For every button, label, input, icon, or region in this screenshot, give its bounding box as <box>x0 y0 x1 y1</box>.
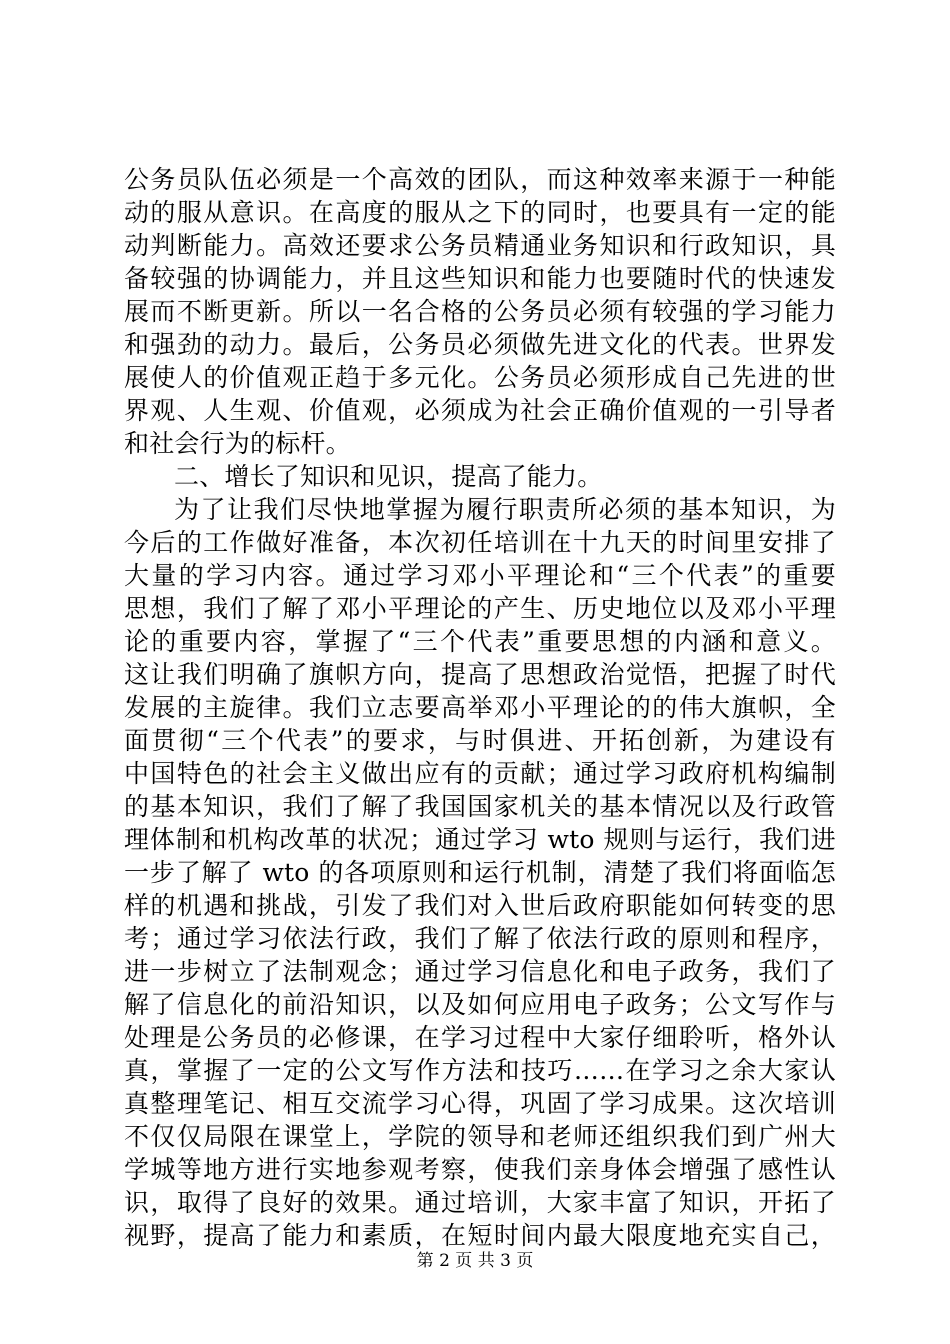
text-line: 展而不断更新。所以一名合格的公务员必须有较强的学习能力 <box>124 297 836 326</box>
text-line: 考；通过学习依法行政，我们了解了依法行政的原则和程序， <box>124 924 836 953</box>
text-line: 真，掌握了一定的公文写作方法和技巧……在学习之余大家认 <box>124 1056 836 1085</box>
text-line: 大量的学习内容。通过学习邓小平理论和“三个代表”的重要 <box>124 561 836 590</box>
text-line: 公务员队伍必须是一个高效的团队，而这种效率来源于一种能 <box>124 165 836 194</box>
paragraph-2 <box>124 493 836 1252</box>
text-line: 思想，我们了解了邓小平理论的产生、历史地位以及邓小平理 <box>124 594 836 623</box>
text-line: 展使人的价值观正趋于多元化。公务员必须形成自己先进的世 <box>124 363 836 392</box>
text-line: 进一步树立了法制观念；通过学习信息化和电子政务，我们了 <box>124 957 836 986</box>
text-line: 理体制和机构改革的状况；通过学习 wto 规则与运行，我们进 <box>124 825 836 854</box>
text-line: 这让我们明确了旗帜方向，提高了思想政治觉悟，把握了时代 <box>124 660 836 689</box>
text-line: 的基本知识，我们了解了我国国家机关的基本情况以及行政管 <box>124 792 836 821</box>
text-line: 处理是公务员的必修课，在学习过程中大家仔细聆听，格外认 <box>124 1023 836 1052</box>
page-footer <box>0 1250 950 1272</box>
text-line: 界观、人生观、价值观，必须成为社会正确价值观的一引导者 <box>124 396 836 425</box>
text-line: 为了让我们尽快地掌握为履行职责所必须的基本知识，为 <box>174 495 836 524</box>
page-number: 第 2 页 共 3 页 <box>416 1251 534 1271</box>
text-line: 中国特色的社会主义做出应有的贡献；通过学习政府机构编制 <box>124 759 836 788</box>
section-heading-text: 二、增长了知识和见识，提高了能力。 <box>174 462 603 491</box>
text-line: 视野，提高了能力和素质，在短时间内最大限度地充实自己， <box>124 1221 836 1250</box>
section-heading <box>124 460 836 493</box>
text-line: 学城等地方进行实地参观考察，使我们亲身体会增强了感性认 <box>124 1155 836 1184</box>
text-line: 真整理笔记、相互交流学习心得，巩固了学习成果。这次培训 <box>124 1089 836 1118</box>
text-line: 样的机遇和挑战，引发了我们对入世后政府职能如何转变的思 <box>124 891 836 920</box>
text-line: 论的重要内容，掌握了“三个代表”重要思想的内涵和意义。 <box>124 627 836 656</box>
text-line: 解了信息化的前沿知识，以及如何应用电子政务；公文写作与 <box>124 990 836 1019</box>
document-body <box>124 163 836 1252</box>
text-line: 面贯彻“三个代表”的要求，与时俱进、开拓创新，为建设有 <box>124 726 836 755</box>
text-line: 备较强的协调能力，并且这些知识和能力也要随时代的快速发 <box>124 264 836 293</box>
text-line: 不仅仅局限在课堂上，学院的领导和老师还组织我们到广州大 <box>124 1122 836 1151</box>
text-line: 和强劲的动力。最后，公务员必须做先进文化的代表。世界发 <box>124 330 836 359</box>
text-line: 今后的工作做好准备，本次初任培训在十九天的时间里安排了 <box>124 528 836 557</box>
text-line: 识，取得了良好的效果。通过培训，大家丰富了知识，开拓了 <box>124 1188 836 1217</box>
text-line: 发展的主旋律。我们立志要高举邓小平理论的的伟大旗帜，全 <box>124 693 836 722</box>
paragraph-1 <box>124 163 836 460</box>
text-line: 一步了解了 wto 的各项原则和运行机制，清楚了我们将面临怎 <box>124 858 836 887</box>
text-line: 动判断能力。高效还要求公务员精通业务知识和行政知识，具 <box>124 231 836 260</box>
text-line: 和社会行为的标杆。 <box>124 429 351 458</box>
text-line: 动的服从意识。在高度的服从之下的同时，也要具有一定的能 <box>124 198 836 227</box>
